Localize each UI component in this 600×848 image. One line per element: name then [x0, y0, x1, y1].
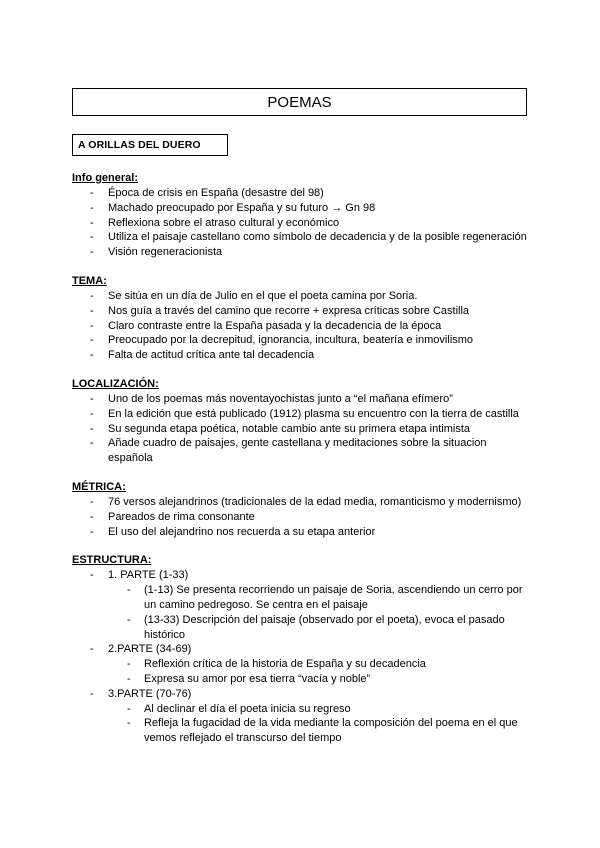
sub-list-item: - Expresa su amor por esa tierra “vacía y noble”: [72, 672, 532, 687]
list-item: - En la edición que está publicado (1912) plasma su encuentro con la tierra de castilla: [72, 407, 532, 422]
list-item: - Falta de actitud crítica ante tal decadencia: [72, 348, 532, 363]
section-heading: Info general:: [72, 172, 139, 184]
poem-title: A ORILLAS DEL DUERO: [72, 134, 228, 156]
section-heading: TEMA:: [72, 274, 107, 287]
list-item: - Reflexiona sobre el atraso cultural y económico: [72, 216, 532, 231]
bullet-list: [72, 568, 532, 746]
list-item: - Añade cuadro de paisajes, gente castellana y meditaciones sobre la situacion española: [72, 436, 532, 466]
bullet-list: [72, 495, 532, 539]
section-metrica: [72, 480, 532, 539]
list-item: - 76 versos alejandrinos (tradicionales de la edad media, romanticismo y modernismo): [72, 495, 532, 510]
sub-list-item: - Al declinar el día el poeta inicia su regreso: [72, 702, 532, 717]
bullet-list: [72, 186, 532, 260]
sub-list-item: - (1-13) Se presenta recorriendo un paisaje de Soria, ascendiendo un cerro por un camino pedregoso. Se centra en el paisaje: [72, 583, 532, 613]
section-info-general: [72, 171, 532, 260]
section-estructura: [72, 553, 532, 746]
list-item: - Se sitúa en un día de Julio en el que el poeta camina por Soria.: [72, 289, 532, 304]
part-label: - 1. PARTE (1-33): [72, 568, 532, 583]
list-item: - Nos guía a través del camino que recorre + expresa críticas sobre Castilla: [72, 304, 532, 319]
sub-list-item: - (13-33) Descripción del paisaje (observado por el poeta), evoca el pasado histórico: [72, 613, 532, 643]
list-item: - Pareados de rima consonante: [72, 510, 532, 525]
list-item: - Época de crisis en España (desastre del 98): [72, 186, 532, 201]
list-item: - Su segunda etapa poética, notable cambio ante su primera etapa intimista: [72, 422, 532, 437]
bullet-list: [72, 289, 532, 363]
page-title: POEMAS: [72, 88, 527, 116]
section-heading: ESTRUCTURA:: [72, 554, 152, 567]
part-label: - 2.PARTE (34-69): [72, 642, 532, 657]
list-item: - Machado preocupado por España y su futuro → Gn 98: [72, 201, 532, 216]
sub-list-item: - Reflexión crítica de la historia de España y su decadencia: [72, 657, 532, 672]
part-label: - 3.PARTE (70-76): [72, 687, 532, 702]
list-item: - El uso del alejandrino nos recuerda a su etapa anterior: [72, 525, 532, 540]
list-item: - Claro contraste entre la España pasada y la decadencia de la época: [72, 319, 532, 334]
section-tema: [72, 274, 532, 363]
list-item: - Utiliza el paisaje castellano como símbolo de decadencia y de la posible regeneración: [72, 230, 532, 245]
section-localizacion: [72, 377, 532, 466]
section-heading: LOCALIZACIÓN:: [72, 377, 159, 390]
section-heading: MÉTRICA:: [72, 480, 126, 493]
list-item: - Visión regeneracionista: [72, 245, 532, 260]
notes-content: [72, 171, 532, 760]
list-item: - Uno de los poemas más noventayochistas junto a “el mañana efímero”: [72, 392, 532, 407]
list-item: - Preocupado por la decrepitud, ignorancia, incultura, beatería e inmovilismo: [72, 333, 532, 348]
sub-list-item: - Refleja la fugacidad de la vida mediante la composición del poema en el que vemos reflejado el transcurso del tiempo: [72, 716, 532, 746]
bullet-list: [72, 392, 532, 466]
